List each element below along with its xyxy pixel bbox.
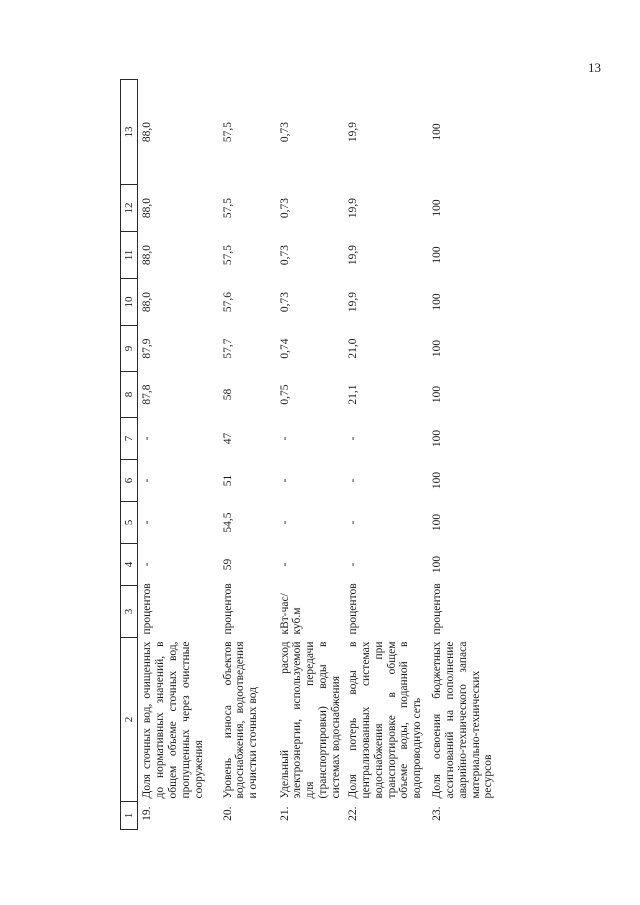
column-header: 5 — [121, 502, 138, 544]
value-cell: 47 — [221, 432, 234, 445]
value-cell: 19,9 — [346, 197, 359, 219]
column-header: 11 — [121, 232, 138, 279]
value-cell: - — [346, 436, 359, 441]
row-number: 20. — [221, 806, 234, 821]
unit-cell: процентов — [141, 583, 153, 635]
value-cell: 87,8 — [141, 384, 153, 405]
value-cell: 59 — [221, 558, 234, 571]
value-cell: 100 — [430, 555, 443, 574]
value-cell: 57,5 — [221, 197, 234, 219]
value-cell: 100 — [430, 385, 443, 404]
value-cell: 100 — [430, 429, 443, 448]
value-cell: 100 — [430, 471, 443, 490]
row-number: 21. — [278, 806, 291, 821]
value-cell: - — [278, 478, 291, 483]
value-cell: - — [141, 436, 153, 441]
value-cell: 0,73 — [278, 244, 291, 266]
value-cell: 21,0 — [346, 338, 359, 359]
value-cell: 100 — [430, 513, 443, 532]
table-row — [428, 80, 496, 830]
value-cell: 0,75 — [278, 384, 291, 405]
column-header: 6 — [121, 460, 138, 502]
unit-cell: процентов — [221, 583, 234, 635]
value-cell: 100 — [430, 246, 443, 264]
column-header: 2 — [121, 638, 138, 802]
column-header: 10 — [121, 279, 138, 326]
value-cell: 88,0 — [141, 244, 153, 266]
value-cell: 88,0 — [141, 197, 153, 219]
value-cell: 57,5 — [221, 121, 234, 143]
value-cell: - — [278, 436, 291, 441]
table-row — [344, 80, 428, 830]
value-cell: 57,5 — [221, 244, 234, 266]
value-cell: 88,0 — [141, 291, 153, 313]
indicators-table — [120, 79, 496, 830]
value-cell: 88,0 — [141, 121, 153, 143]
rotated-table-container — [120, 80, 495, 830]
column-header: 3 — [121, 586, 138, 638]
table-row — [138, 80, 219, 830]
indicator-name: Доля освоения бюджетных ассигнований на пополнение аварийно-технического запаса материально-технических ресурсов — [430, 641, 495, 799]
value-cell: - — [141, 562, 153, 567]
indicator-name: Удельный расход электроэнергии, используемой для передачи (транспортировки) воды в системах водоснабжения — [278, 641, 342, 799]
indicator-name: Доля сточных вод, очищенных до нормативных значений, в общем объеме сточных вод, пропущенных через очистные сооружения — [141, 641, 205, 799]
value-cell: - — [141, 478, 153, 483]
unit-cell: кВт-час/ куб.м — [278, 593, 304, 635]
unit-cell: процентов — [346, 583, 359, 635]
table-row — [276, 80, 344, 830]
value-cell: - — [346, 562, 359, 567]
value-cell: 19,9 — [346, 244, 359, 266]
unit-cell: процентов — [430, 583, 443, 635]
column-header: 7 — [121, 418, 138, 460]
column-header: 1 — [121, 802, 138, 830]
column-header: 8 — [121, 372, 138, 418]
value-cell: 100 — [430, 339, 443, 358]
value-cell: 0,73 — [278, 121, 291, 143]
value-cell: 100 — [430, 199, 443, 217]
value-cell: 100 — [430, 293, 443, 311]
value-cell: 51 — [221, 474, 234, 487]
value-cell: 0,73 — [278, 291, 291, 313]
value-cell: 100 — [430, 123, 443, 141]
value-cell: 19,9 — [346, 121, 359, 143]
indicator-name: Доля потерь воды в централизованных системах водоснабжения при транспортировке в общем объеме воды, поданной в водопроводную сеть — [346, 641, 424, 799]
row-number: 19. — [141, 806, 153, 821]
table-row — [219, 80, 276, 830]
column-header: 9 — [121, 326, 138, 372]
value-cell: - — [141, 520, 153, 525]
header-row — [121, 80, 138, 830]
page-number: 13 — [588, 60, 601, 75]
row-number: 22. — [346, 806, 359, 821]
row-number: 23. — [430, 806, 443, 821]
column-header: 4 — [121, 544, 138, 586]
value-cell: 19,9 — [346, 291, 359, 313]
indicator-name: Уровень износа объектов водоснабжения, водоотведения и очистки сточных вод — [221, 641, 260, 799]
value-cell: - — [346, 520, 359, 525]
value-cell: - — [278, 562, 291, 567]
value-cell: 58 — [221, 388, 234, 401]
value-cell: 87,9 — [141, 338, 153, 359]
value-cell: 21,1 — [346, 384, 359, 405]
value-cell: 57,7 — [221, 338, 234, 359]
column-header: 12 — [121, 185, 138, 232]
value-cell: 0,73 — [278, 197, 291, 219]
value-cell: 0,74 — [278, 338, 291, 359]
value-cell: - — [346, 478, 359, 483]
value-cell: - — [278, 520, 291, 525]
value-cell: 57,6 — [221, 291, 234, 313]
value-cell: 54,5 — [221, 512, 234, 533]
column-header: 13 — [121, 80, 138, 185]
